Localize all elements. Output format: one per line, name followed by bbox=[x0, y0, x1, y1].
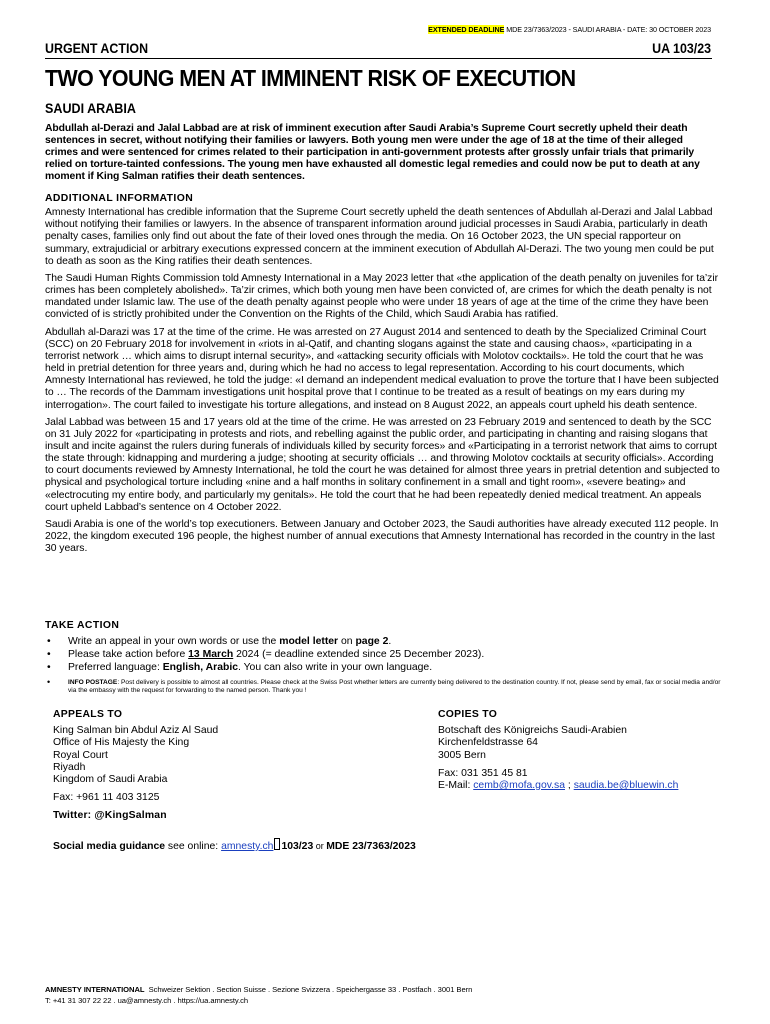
take-action-list bbox=[45, 635, 721, 695]
recipient-country: Kingdom of Saudi Arabia bbox=[53, 774, 168, 786]
deadline-badge: EXTENDED DEADLINE bbox=[428, 25, 505, 34]
item-text: . You can also write in your own language. bbox=[238, 662, 433, 674]
urgent-action-label: URGENT ACTION bbox=[45, 41, 149, 56]
info-postage-label: INFO POSTAGE bbox=[68, 678, 118, 686]
lead-paragraph: Abdullah al-Derazi and Jalal Labbad are at risk of imminent execution after Saudi Arabia’s Supreme Court secretly upheld their death sentences in secret, without notifying their families or lawyers. Both young men were under the age of 18 at the time of their alleged crimes and were sentenced for crimes related to their participation in anti-government protests after grossly unfair trials that primarily relied on torture-tainted confessions. The young men have exhausted all domestic legal remedies and could now be put to death at any moment if King Salman ratifies their death sentences. bbox=[45, 123, 700, 183]
info-postage-text: : Post delivery is possible to almost all countries. Please check at the Swiss Post whether letters are currently being delivered to the destination country. If not, please send by email, fax or social media and/or via the embassy with the request for forwarding to the named person. Thank you ! bbox=[68, 678, 721, 695]
social-ref-1: 103/23 bbox=[281, 841, 314, 852]
embassy-fax: Fax: 031 351 45 81 bbox=[438, 767, 528, 779]
page-title: TWO YOUNG MEN AT IMMINENT RISK OF EXECUTION bbox=[45, 65, 576, 91]
recipient-office: Office of His Majesty the King bbox=[53, 737, 190, 749]
email-link-1[interactable]: cemb@mofa.gov.sa bbox=[473, 780, 566, 792]
social-heading: Social media guidance bbox=[53, 841, 166, 852]
email-link-2[interactable]: saudia.be@bluewin.ch bbox=[573, 780, 679, 792]
preferred-languages: English, Arabic bbox=[162, 662, 238, 674]
paragraph: Abdullah al-Darazi was 17 at the time of the crime. He was arrested on 27 August 2014 and sentenced to death by the Specialized Criminal Court (SCC) on 20 February 2018 for involvement in «riots in al-Qatif, and chanting slogans against the state and causing chaos», «participating in a terrorist network … which aims to disrupt internal security», and «attacking security officials with Molotov cocktails». He told the court that he was held in pretrial detention for three years and, during which he had no access to legal representation. According to his court documents, which Amnesty International has reviewed, he told the judge: «I demand an independent medical evaluation to prove the torture that I have been subjected to … The records of the Dammam investigations unit hospital prove that I continue to be treated as a result of beatings on my ears during my interrogation». The court failed to investigate his torture allegations, and instead on 8 August 2022, an appeals court upheld his death sentence. bbox=[45, 326, 719, 411]
embassy-name: Botschaft des Königreichs Saudi-Arabien bbox=[438, 725, 627, 737]
paragraph: Amnesty International has credible information that the Supreme Court secretly upheld the death sentences of Abdullah al-Derazi and Jalal Labbad without notifying their families or lawyers. In the absence of transparent information around judicial processes in Saudi Arabia, particularly in death penalty cases, families only find out about the fate of their loved ones through the media. On 16 October 2023, the UN special rapporteur on summary, extrajudicial or arbitrary executions expressed concern at the imminent execution of Abdullah Al-Derazi. The two young men could be put to death as soon as the King ratifies their death sentences. bbox=[45, 207, 714, 267]
email-separator: ; bbox=[565, 780, 574, 792]
take-action-section bbox=[45, 620, 721, 695]
cursor-box-icon bbox=[274, 838, 280, 850]
country-heading: SAUDI ARABIA bbox=[45, 101, 136, 116]
reference-text: MDE 23/7363/2023 - SAUDI ARABIA - DATE: 30 OCTOBER 2023 bbox=[506, 25, 711, 34]
info-postage-item bbox=[45, 679, 721, 696]
item-text: . bbox=[388, 636, 392, 647]
item-text: Write an appeal in your own words or use the bbox=[68, 636, 280, 647]
footer-line-1 bbox=[45, 984, 472, 995]
footer-address: Schweizer Sektion . Section Suisse . Sezione Svizzera . Speichergasse 33 . Postfach . 3001 Bern bbox=[148, 985, 473, 994]
item-text: 2024 (= deadline extended since 25 December 2023). bbox=[233, 649, 485, 661]
recipient-court: Royal Court bbox=[53, 749, 108, 761]
list-item bbox=[45, 635, 721, 648]
page-ref: page 2 bbox=[355, 636, 389, 647]
item-text: on bbox=[338, 636, 356, 647]
recipient-name: King Salman bin Abdul Aziz Al Saud bbox=[53, 725, 219, 737]
recipient-city: Riyadh bbox=[53, 761, 86, 773]
model-letter-label: model letter bbox=[279, 636, 339, 647]
social-ref-2: MDE 23/7363/2023 bbox=[326, 841, 416, 852]
copies-heading: COPIES TO bbox=[438, 709, 498, 720]
embassy-street: Kirchenfeldstrasse 64 bbox=[438, 737, 538, 749]
email-label: E-Mail: bbox=[438, 780, 474, 792]
copies-block bbox=[438, 709, 738, 792]
paragraph: The Saudi Human Rights Commission told Amnesty International in a May 2023 letter that «the application of the death penalty on juveniles for ta’zir crimes has been completely abolished». Ta’zir crimes, which both young men have been convicted of, are crimes for which the death penalty is not mandated under Islamic law. The use of the death penalty against people who were under 18 years of age at the time of the crime they have been convicted of is strictly prohibited under the Convention on the Rights of the Child, which Saudi Arabia has ratified. bbox=[45, 272, 718, 321]
recipient-twitter: Twitter: @KingSalman bbox=[53, 810, 167, 822]
appeals-block bbox=[53, 709, 373, 823]
paragraph: Jalal Labbad was between 15 and 17 years old at the time of the crime. He was arrested on 23 February 2019 and sentenced to death by the SCC on 31 July 2022 for «participating in protests and riots, and rebelling against the public order, and participating in chanting and raising slogans that insult and incite against the rulers during funerals of individuals killed by security forces» and «Participating in a terrorist network that aims to corrupt the state through: kidnapping and murdering a judge; shooting at security officials … and throwing Molotov cocktails at security officials». According to court documents reviewed by Amnesty International, he told the court he was detained for almost three years in pretrial detention and subjected to physical and psychological torture including «nine and a half months in solitary confinement in a small and tight room», «severe beating» and «electrocuting my entire body, and particularly my genitals». He told the court that he had been repeatedly denied medical treatment. An appeals court upheld Labbad’s sentence on 4 October 2022. bbox=[45, 416, 720, 513]
amnesty-link[interactable]: amnesty.ch bbox=[221, 841, 274, 852]
header-divider bbox=[45, 58, 712, 59]
footer bbox=[45, 984, 472, 1006]
reference-line bbox=[0, 25, 711, 34]
embassy-email bbox=[438, 780, 738, 792]
social-or: or bbox=[313, 841, 327, 851]
ua-number: UA 103/23 bbox=[652, 41, 711, 56]
recipient-fax: Fax: +961 11 403 3125 bbox=[53, 792, 160, 804]
additional-information bbox=[45, 193, 721, 560]
footer-org: AMNESTY INTERNATIONAL bbox=[45, 985, 145, 994]
list-item bbox=[45, 661, 721, 674]
list-item bbox=[45, 648, 721, 661]
paragraph: Saudi Arabia is one of the world’s top executioners. Between January and October 2023, the Saudi authorities have already executed 112 people. In 2022, the kingdom executed 196 people, the highest number of annual executions that Amnesty International has recorded in the country in the last 30 years. bbox=[45, 518, 719, 555]
embassy-city: 3005 Bern bbox=[438, 749, 486, 761]
deadline-date: 13 March bbox=[188, 649, 234, 661]
item-text: Preferred language: bbox=[68, 662, 163, 674]
social-text: see online: bbox=[165, 841, 222, 852]
social-media-guidance bbox=[53, 838, 416, 852]
take-action-heading: TAKE ACTION bbox=[45, 620, 120, 631]
additional-information-heading: ADDITIONAL INFORMATION bbox=[45, 193, 194, 204]
item-text: Please take action before bbox=[68, 649, 189, 661]
footer-contact: T: +41 31 307 22 22 . ua@amnesty.ch . https://ua.amnesty.ch bbox=[45, 996, 249, 1005]
appeals-heading: APPEALS TO bbox=[53, 709, 123, 720]
